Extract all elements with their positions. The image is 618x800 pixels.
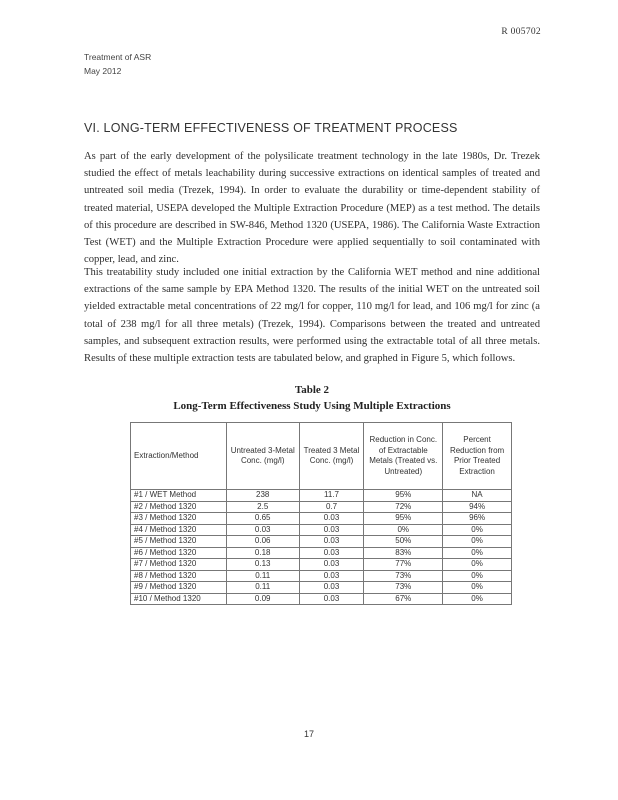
cell-reduction: 50% — [364, 536, 443, 548]
cell-percent-reduction: 0% — [443, 559, 512, 571]
bates-number: R 005702 — [501, 27, 541, 37]
cell-untreated-conc: 0.11 — [226, 582, 299, 594]
cell-treated-conc: 0.03 — [299, 536, 364, 548]
table-row — [131, 570, 512, 582]
header-date: May 2012 — [84, 66, 122, 76]
table-row — [131, 582, 512, 594]
cell-reduction: 72% — [364, 501, 443, 513]
cell-treated-conc: 0.03 — [299, 513, 364, 525]
cell-reduction: 73% — [364, 582, 443, 594]
cell-treated-conc: 0.03 — [299, 570, 364, 582]
table-row — [131, 524, 512, 536]
section-title: VI. LONG-TERM EFFECTIVENESS OF TREATMENT PROCESS — [84, 121, 458, 135]
cell-extraction-method: #7 / Method 1320 — [131, 559, 227, 571]
cell-untreated-conc: 0.18 — [226, 547, 299, 559]
cell-extraction-method: #8 / Method 1320 — [131, 570, 227, 582]
cell-untreated-conc: 238 — [226, 490, 299, 502]
cell-percent-reduction: 0% — [443, 524, 512, 536]
table-row — [131, 536, 512, 548]
table-title: Long-Term Effectiveness Study Using Multiple Extractions — [173, 400, 451, 412]
table-row — [131, 490, 512, 502]
table-number: Table 2 — [294, 384, 330, 396]
table-row — [131, 547, 512, 559]
cell-untreated-conc: 0.11 — [226, 570, 299, 582]
cell-treated-conc: 0.03 — [299, 593, 364, 605]
cell-untreated-conc: 0.09 — [226, 593, 299, 605]
cell-untreated-conc: 0.06 — [226, 536, 299, 548]
cell-treated-conc: 0.7 — [299, 501, 364, 513]
table-row — [131, 513, 512, 525]
cell-extraction-method: #4 / Method 1320 — [131, 524, 227, 536]
cell-untreated-conc: 2.5 — [226, 501, 299, 513]
cell-treated-conc: 0.03 — [299, 524, 364, 536]
cell-reduction: 0% — [364, 524, 443, 536]
table-header-row — [131, 423, 512, 490]
cell-reduction: 73% — [364, 570, 443, 582]
cell-untreated-conc: 0.13 — [226, 559, 299, 571]
cell-treated-conc: 0.03 — [299, 559, 364, 571]
cell-treated-conc: 0.03 — [299, 547, 364, 559]
cell-percent-reduction: 96% — [443, 513, 512, 525]
cell-percent-reduction: 0% — [443, 582, 512, 594]
cell-percent-reduction: 94% — [443, 501, 512, 513]
cell-reduction: 67% — [364, 593, 443, 605]
cell-percent-reduction: 0% — [443, 593, 512, 605]
cell-extraction-method: #1 / WET Method — [131, 490, 227, 502]
cell-reduction: 77% — [364, 559, 443, 571]
column-header-reduction: Reduction in Conc. of Extractable Metals (Treated vs. Untreated) — [364, 423, 443, 490]
cell-percent-reduction: 0% — [443, 570, 512, 582]
page-number: 17 — [303, 729, 314, 739]
column-header-percent-reduction: Percent Reduction from Prior Treated Extraction — [443, 423, 512, 490]
cell-extraction-method: #3 / Method 1320 — [131, 513, 227, 525]
paragraph-2: This treatability study included one initial extraction by the California WET method and nine additional extractions of the same sample by EPA Method 1320. The results of the initial WET on the untreated soil yielded extractable metal concentrations of 22 mg/l for copper, 110 mg/l for lead, and 106 mg/l for zinc (a total of 238 mg/l for all three metals) (Trezek, 1994). Comparisons between the treated and untreated samples, and subsequent extraction results, were performed using the extractable total of all three metals. Results of these multiple extraction tests are tabulated below, and graphed in Figure 5, which follows. — [84, 267, 540, 365]
cell-treated-conc: 11.7 — [299, 490, 364, 502]
table-row — [131, 593, 512, 605]
column-header-extraction-method: Extraction/Method — [131, 423, 227, 490]
cell-percent-reduction: NA — [443, 490, 512, 502]
cell-extraction-method: #9 / Method 1320 — [131, 582, 227, 594]
cell-extraction-method: #5 / Method 1320 — [131, 536, 227, 548]
cell-percent-reduction: 0% — [443, 536, 512, 548]
cell-extraction-method: #10 / Method 1320 — [131, 593, 227, 605]
cell-extraction-method: #2 / Method 1320 — [131, 501, 227, 513]
extraction-results-table — [130, 422, 512, 605]
cell-reduction: 83% — [364, 547, 443, 559]
cell-untreated-conc: 0.65 — [226, 513, 299, 525]
table-row — [131, 501, 512, 513]
cell-treated-conc: 0.03 — [299, 582, 364, 594]
cell-reduction: 95% — [364, 513, 443, 525]
paragraph-1: As part of the early development of the polysilicate treatment technology in the late 1980s, Dr. Trezek studied the effect of metals leachability during successive extractions on identical samples of treated and untreated soil media (Trezek, 1994). In order to evaluate the durability or time-dependent stability of treated material, USEPA developed the Multiple Extraction Procedure (MEP) as a test method. The details of this procedure are described in SW-846, Method 1320 (USEPA, 1986). The California Waste Extraction Test (WET) and the Multiple Extraction Procedure were applied sequentially to soil contaminated with copper, lead, and zinc. — [84, 151, 540, 266]
column-header-untreated-conc: Untreated 3-Metal Conc. (mg/l) — [226, 423, 299, 490]
cell-untreated-conc: 0.03 — [226, 524, 299, 536]
table-row — [131, 559, 512, 571]
cell-reduction: 95% — [364, 490, 443, 502]
header-document-title: Treatment of ASR — [84, 52, 152, 62]
cell-percent-reduction: 0% — [443, 547, 512, 559]
column-header-treated-conc: Treated 3 Metal Conc. (mg/l) — [299, 423, 364, 490]
cell-extraction-method: #6 / Method 1320 — [131, 547, 227, 559]
